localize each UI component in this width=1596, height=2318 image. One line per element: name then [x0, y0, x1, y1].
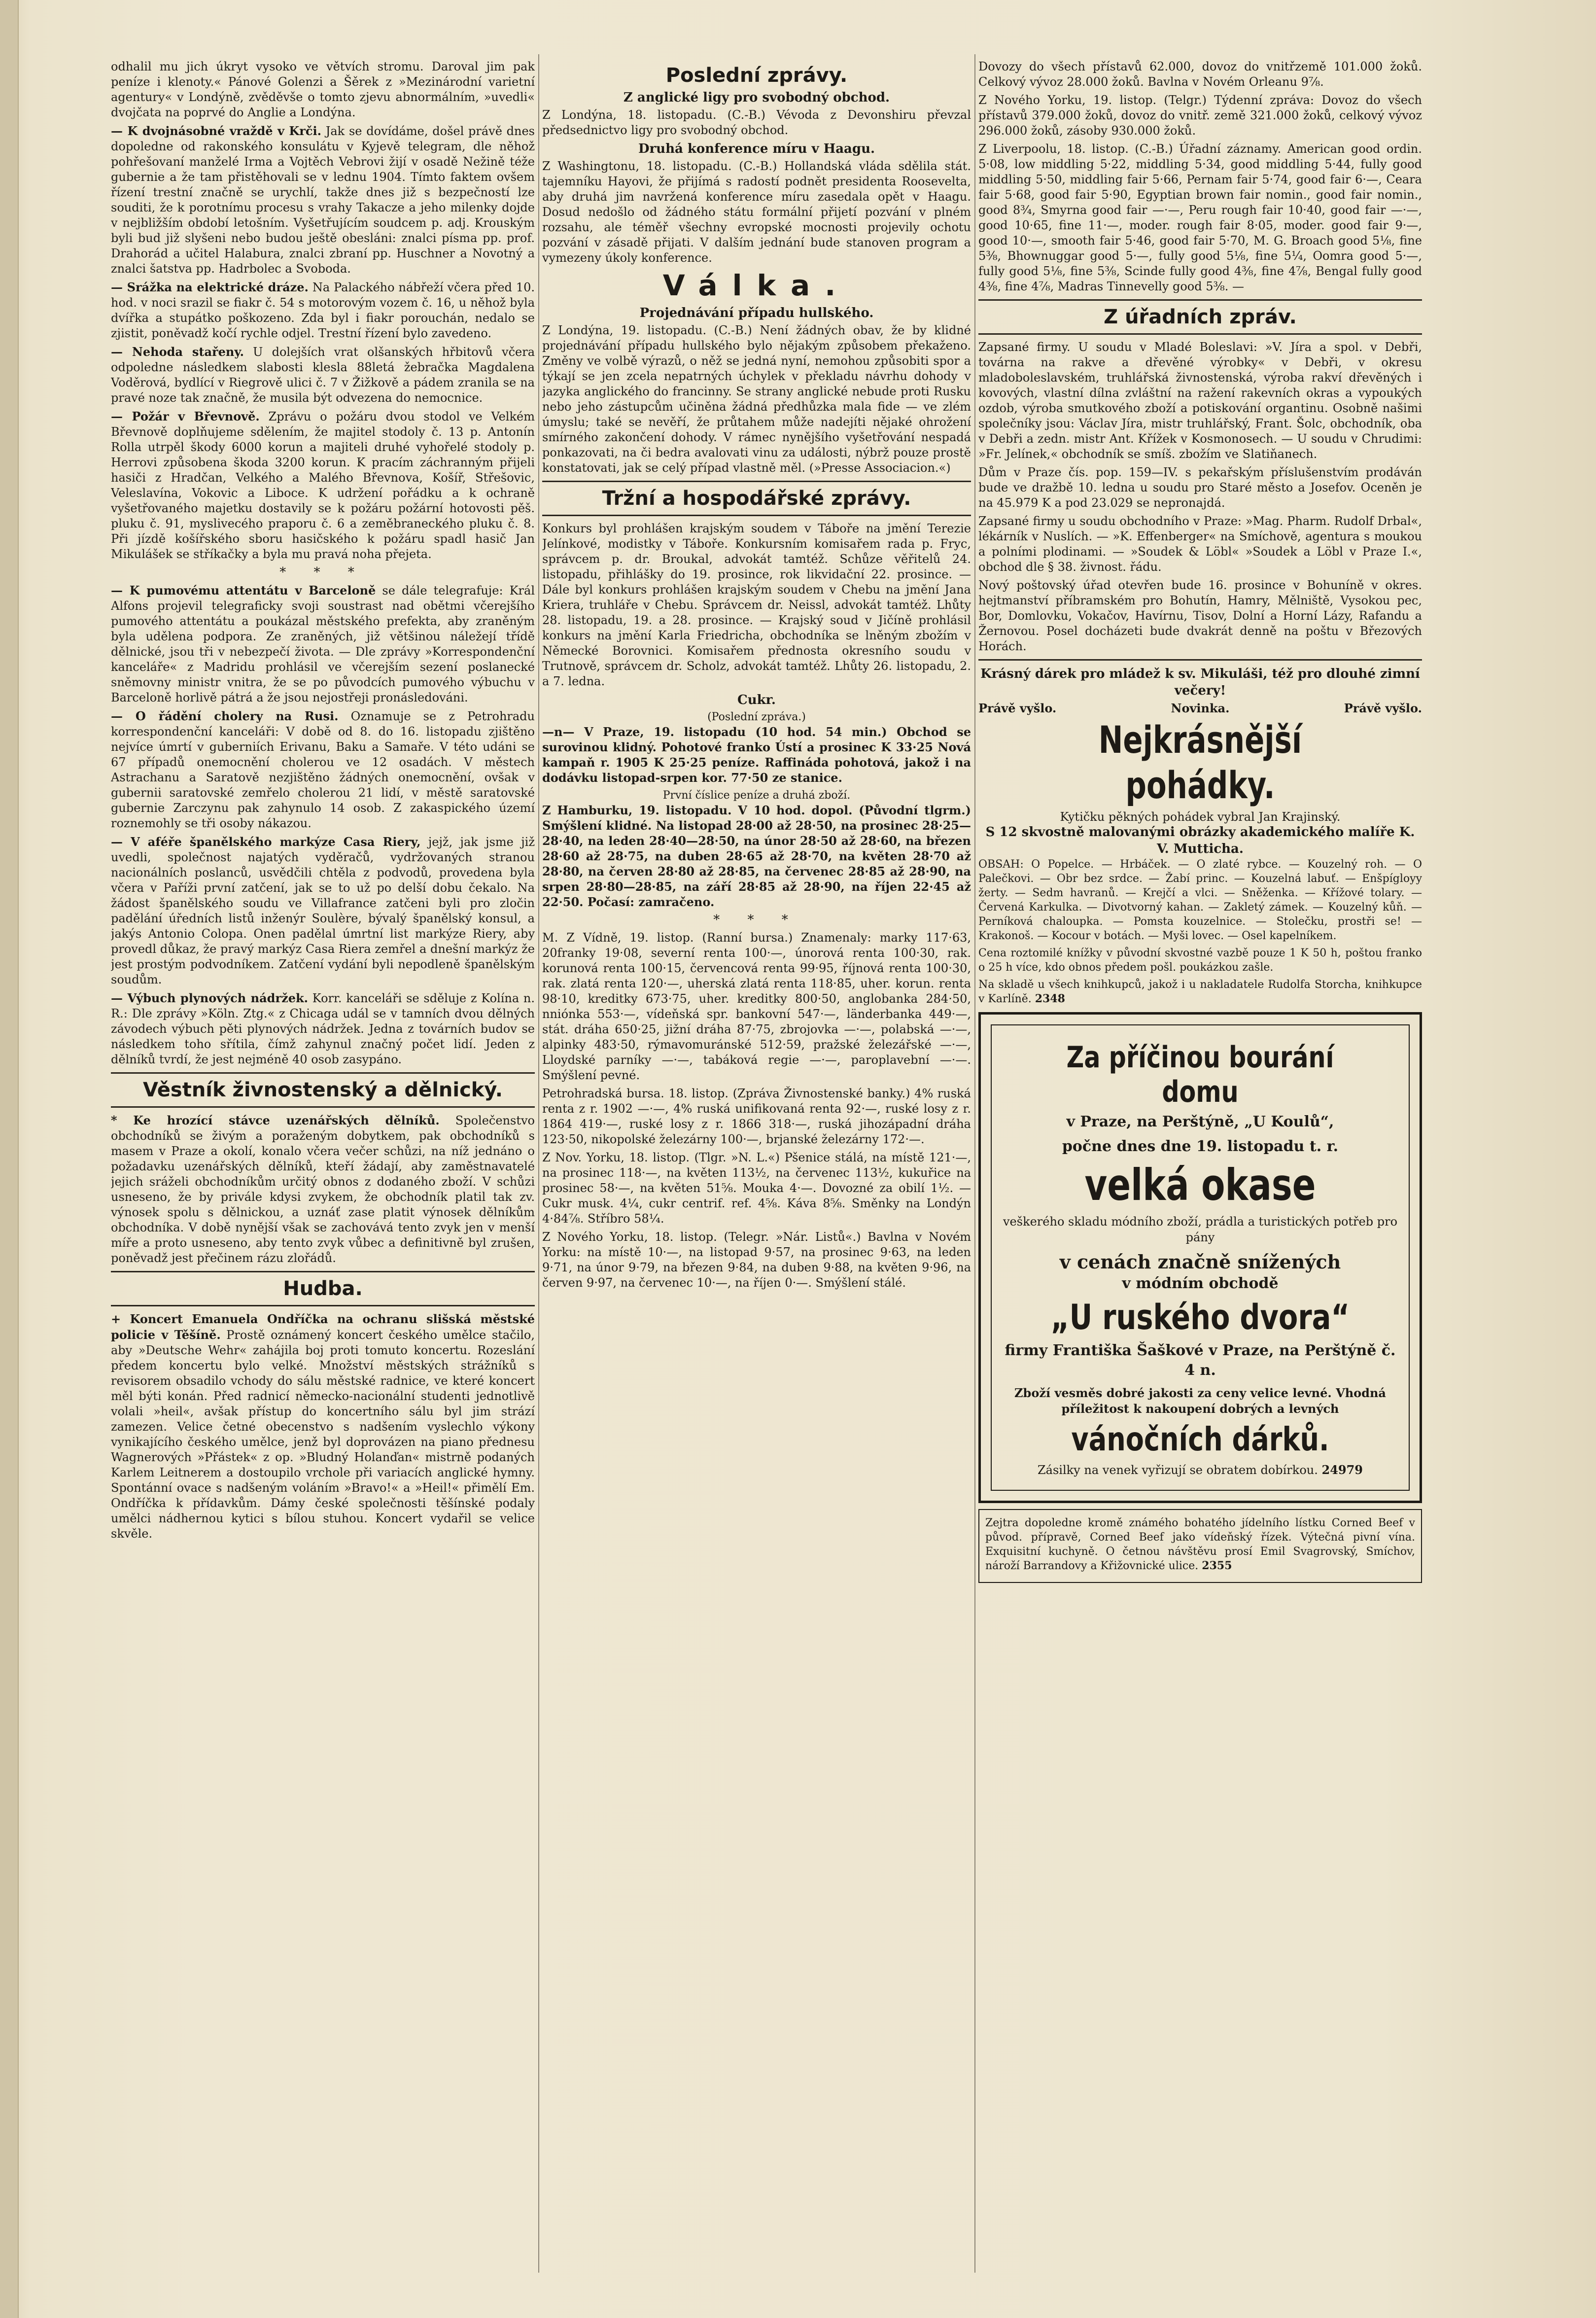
section-divider: [978, 333, 1422, 335]
headline-hull: Projednávání případu hullského.: [639, 306, 874, 320]
ad-okase-line8: Zásilky na venek vyřizují se obratem dobírkou. 24979: [1037, 1463, 1363, 1477]
ad-okase-line7: Zboží vesměs dobré jakosti za ceny velice levné. Vhodná příležitost k nakoupení dobrých a levných: [1014, 1386, 1386, 1416]
column-left: [111, 59, 535, 2268]
ad-pohadky-banner: Krásný dárek pro mládež k sv. Mikuláši, též pro dlouhé zimní večery!: [980, 667, 1420, 698]
ad-pohadky-left: Právě vyšlo.: [978, 701, 1057, 715]
section-title-trzni: Tržní a hospodářské zprávy.: [602, 487, 911, 510]
ad-pohadky-row: [978, 701, 1422, 715]
article-viden-bursa: M. Z Vídně, 19. listop. (Ranní bursa.) Znamenaly: marky 117·63, 20franky 19·08, severní renta 100·—, únorová renta 100·30, rak. korunová renta 100·15, červencová renta 99·95, říjnová renta 100·30, rak. zlatá renta 120·—, uherská zlatá renta 118·85, uher. korun. renta 98·10, kreditky 673·75, uher. kreditky 800·50, anglobanka 284·50, nniónka 553·—, vídeňská spr. bankovní 547·—, länderbanka 449·—, stát. dráha 650·25, jižní dráha 87·75, zbrojovka —·—, polabská —·—, alpinky 483·50, rýmavomuránské 512·59, pražské železářské —·—, Lloydské parníky —·—, tabáková regie —·—, paroplavební —·—. Smýšlení pevné.: [542, 931, 971, 1082]
column-middle: [542, 59, 971, 2268]
headline-konference: Druhá konference míru v Haagu.: [638, 141, 875, 156]
article-newyork-1: Z Nov. Yorku, 18. listop. (Tlgr. »N. L.«) Pšenice stálá, na místě 121·—, na prosinec 118·—, na květen 113½, na červenec 113½, kukuřice na prosinec 58·—, na květen 51⅝. Mouka 4·—. Dovozné za obilí 1½. — Cukr musk. 4¼, cukr centrif. ref. 4⅝. Káva 8⅝. Směnky na Londýn 4·84⅞. Stříbro 58¼.: [542, 1151, 971, 1226]
headline-cukr: Cukr.: [737, 693, 776, 707]
article-firmy-boleslav: Zapsané firmy. U soudu v Mladé Boleslavi: »V. Jíra a spol. v Debři, továrna na rakve a dřevěné výrobky« v Debři, v okresu mladoboleslavském, truhlářská živnostenská, výroba rakví dřevěných i kovových, vlastní dílna zvláštní na ražení rakevních okras a vypoukých ozdob, výroba smutkového zboží a potiskování organtinu. Osobně našimi společníky jsou: Václav Jíra, mistr truhlářský, Frant. Šolc, obchodník, oba v Debři a zedn. mistr Ant. Křížek v Kosmonosech. — U soudu v Chrudimi: »Fr. Jelínek,« obchodník se smíš. zbožím ve Slatiňanech.: [978, 340, 1422, 461]
article-cholera: — O řádění cholery na Rusi. Oznamuje se z Petrohradu korrespondenční kanceláři: V době od 8. do 16. listopadu zjištěno nejvíce úmrtí v guberniích Erivanu, Baku a Samaře. V této udáni se 67 případů onemocnění cholerou ve 12 osadách. V městech Astrachanu a Saratově nezjištěno žádných onemocnění, ovšak v gubernii saratovské zemřelo cholerou 21 lidí, v městě saratovské gubernie Zarczynu pak zahynulo 14 osob. Z zakaspického území roznemohly se tři osoby nákazou.: [111, 709, 535, 830]
article-krc: — K dvojnásobné vraždě v Krči. Jak se dovídáme, došel právě dnes dopoledne od rakonského konsulátu v Kyjevě telegram, dle něhož pohřešovaní manželé Irma a Vojtěch Vebrovi žijí v osadě Nežině téže gubernie a že tam přistěhovali se v lednu 1904. Tímto faktem ovšem řízení trestní značně se urychlí, takže dnes již s bezpečností lze souditi, že k porotnímu procesu s vrahy Takacze a jeho milenky dojde v nejbližším období letošním. Vyšetřujícím soudcem p. adj. Krouským byli bud již slyšeni nebo budou ještě obesláni: znalci písma pp. prof. Drahorád a učitel Halabura, znalci zbraní pp. Huschner a Novotný a znalci šatstva pp. Hadrbolec a Svoboda.: [111, 124, 535, 276]
ad-okase-store-name: „U ruského dvora“: [1050, 1297, 1350, 1337]
article-konference: Z Washingtonu, 18. listopadu. (C.-B.) Hollandská vláda sdělila stát. tajemníku Hayovi, že přijímá s radostí podnět presidenta Roosevelta, aby druhá jim navržená konference míru zasedala opět v Haagu. Dosud nedošlo od žádného státu formální přijetí pozvání v plném rozsahu, ale téměř všechny evropské mocnosti projevily ochotu pozvání v zásadě přijati. V dalším jednání bude stanoven program a vymezeny úkoly konference.: [542, 159, 971, 265]
ad-corned-beef-text: Zejtra dopoledne kromě známého bohatého jídelního lístku Corned Beef v původ. přípravě, Corned Beef jako vídeňský řízek. Výtečná pivní vína. Exquisitní kuchyně. O četnou návštěvu prosí Emil Svagrovský, Smíchov, nároží Barrandovy a Křižovnické ulice. 2355: [985, 1517, 1415, 1572]
article-drazba: Dům v Praze čís. pop. 159—IV. s pekařským příslušenstvím prodáván bude ve dražbě 10. ledna u soudu pro Staré město a Josefov. Oceněn je na 45.979 K a pod 23.029 se nepronajdá.: [978, 465, 1422, 510]
article-liverpool: Z Liverpoolu, 18. listop. (C.-B.) Úřadní záznamy. American good ordin. 5·08, low middling 5·22, middling 5·34, good middling 5·44, fully good middling 5·50, middling fair 5·66, Pernam fair 5·74, good fair 6·—, Ceara fair 5·68, good fair 5·90, Egyptian brown fair nomin., good fair nomin., good 8¾, Smyrna good fair —·—, Peru rough fair 10·40, good fair —·—, good 10·65, fine 11·—, moder. rough fair 8·05, moder. good fair 9·—, good 10·—, smooth fair 5·46, good fair 5·70, M. G. Broach good 5⅛, fine 5⅜, Bhownuggar good 5·—, fully good 5⅛, fine 5¼, Oomra good 5·—, fully good 5⅛, fine 5⅜, Scinde fully good 4⅜, fine 4⅞, Bengal fully good 4⅜, fine 4⅞, Madras Tinnevelly good 5⅜. —: [978, 142, 1422, 293]
ad-okase-line1: v Praze, na Perštýně, „U Koulů“,: [1066, 1113, 1334, 1130]
ad-pohadky-price: Cena roztomilé knížky v původní skvostné vazbě pouze 1 K 50 h, poštou franko o 25 h více, kdo obnos předem pošl. poukázkou zašle.: [978, 947, 1422, 974]
note-cislice: První číslice peníze a druhá zboží.: [662, 789, 851, 802]
section-divider: [978, 659, 1422, 661]
ad-pohadky-title: Nejkrásnější pohádky.: [1098, 718, 1302, 807]
column-rule: [974, 54, 975, 2273]
ad-okase-line6: firmy Františka Šaškové v Praze, na Perštýně č. 4 n.: [1005, 1342, 1396, 1379]
ad-okase-inner: [991, 1024, 1410, 1491]
ad-pohadky-body: OBSAH: O Popelce. — Hrbáček. — O zlaté rybce. — Kouzelný roh. — O Palečkovi. — Obr bez srdce. — Žabí princ. — Kouzelná labuť. — Enšpígloyy žerty. — Sedm havranů. — Krejčí a vlci. — Sněženka. — Křížové tolary. — Červená Karkulka. — Divotvorný kahan. — Zakletý zámek. — Kouzelný kůň. — Perníková chaloupka. — Pomsta kouzelnice. — Stolečku, prostři se! — Krakonoš. — Kocour v botách. — Myši lovec. — Osel kapelníkem.: [978, 858, 1422, 942]
section-title-uradni: Z úřadních zpráv.: [1104, 306, 1297, 328]
ad-okase: [978, 1012, 1422, 1503]
ad-okase-big: velká okase: [1084, 1159, 1316, 1210]
ad-okase-gifts: vánočních dárků.: [1071, 1420, 1329, 1458]
section-divider: [111, 1305, 535, 1306]
article-postovni-urad: Nový poštovský úřad otevřen bude 16. prosince v Bohuníně v okres. hejtmanství příbramském pro Bohutín, Hamry, Mělniště, Vysokou pec, Bor, Domlovku, Vokačov, Havírnu, Tisov, Dolní a Horní Lázy, Rafandu a Žernovou. Posel docházeti bude dvakrát denně na poštu v Březových Horách.: [978, 578, 1422, 653]
ad-pohadky-mid: Novinka.: [1171, 701, 1230, 715]
section-divider: [111, 1072, 535, 1074]
binding-edge: [0, 0, 19, 2318]
article-vybuch: — Výbuch plynových nádržek. Korr. kanceláři se sděluje z Kolína n. R.: Dle zprávy »Köln. Ztg.« z Chicaga udál se v tamních dvou dělných závodech výbuch pěti plynových nádržek. Jedna z továrních budov se následkem toho sřítila, čímž zahynul značný počet lidí. Jeden z dělníků tvrdí, že jest nejméně 40 osob zasypáno.: [111, 991, 535, 1066]
section-divider: [111, 1106, 535, 1108]
section-title-posledni: Poslední zprávy.: [665, 64, 848, 87]
section-divider: [542, 515, 971, 516]
ad-pohadky-sub: Kytičku pěkných pohádek vybral Jan Krajinský.: [1060, 810, 1341, 824]
section-stars: * * *: [279, 565, 366, 580]
article-liga: Z Londýna, 18. listopadu. (C.-B.) Vévoda z Devonshiru převzal předsednictvo ligy pro svobodný obchod.: [542, 108, 971, 137]
section-divider: [978, 299, 1422, 301]
article-hamburk: Z Hamburku, 19. listopadu. V 10 hod. dopol. (Původní tlgrm.) Smýšlení klidné. Na listopad 28·00 až 28·50, na prosinec 28·25—28·40, na leden 28·40—28·50, na únor 28·50 až 28·60, na březen 28·60 až 28·75, na duben 28·65 až 28·70, na květen 28·70 až 28·80, na červen 28·80 až 28·85, na červenec 28·85 až 28·90, na srpen 28·80—28·85, na září 28·85 až 28·90, na říjen 22·45 až 22·50. Počasí: zamračeno.: [542, 803, 971, 909]
ad-pohadky-publisher: Na skladě u všech knihkupců, jakož i u nakladatele Rudolfa Storcha, knihkupce v Karlíně. 2348: [978, 979, 1422, 1005]
ad-okase-line5: v módním obchodě: [1122, 1275, 1279, 1292]
article-newyork-2: Z Nového Yorku, 18. listop. (Telegr. »Nár. Listů«.) Bavlna v Novém Yorku: na místě 10·—, na listopad 9·57, na prosinec 9·63, na leden 9·71, na únor 9·79, na březen 9·84, na duben 9·88, na květen 9·96, na červen 9·97, na červenec 10·—, na říjen 0·—. Smýšlení stálé.: [542, 1230, 971, 1290]
ad-okase-line4: v cenách značně snížených: [1059, 1251, 1341, 1273]
section-title-vestnik: Věstník živnostenský a dělnický.: [143, 1079, 503, 1101]
section-divider: [542, 481, 971, 482]
headline-liga: Z anglické ligy pro svobodný obchod.: [623, 90, 890, 105]
article-hull: Z Londýna, 19. listopadu. (C.-B.) Není žádných obav, že by klidné projednávání případu hullského bylo nějakým způsobem překaženo. Změny ve volbě výrazů, o něž se jedná nyní, nemohou způsobiti spor a týkají se jen zcela nepatrných úchylek v překladu návrhu dohody v jazyka anglického do francinny. Se strany anglické nebude proti Rusku nebo jeho zástupcům učiněna žádná předhůzka mala fide — ve zlém úmyslu; také se nevěří, že průtahem může nadejíti nějaké ohrožení smírného zakončení dohody. V rámec nynějšího vyšetřování nespadá ponkazovati, na či bedra avalovati vinu za události, nýbrž pouze prostě konstatovati, jak se celý případ vlastně měl. (»Presse Associacion.«): [542, 323, 971, 475]
ad-okase-title: Za příčinou bourání domu: [1066, 1040, 1334, 1109]
column-right: [978, 59, 1422, 2268]
article-konkurs: Konkurs byl prohlášen krajským soudem v Táboře na jmění Terezie Jelínkové, modistky v Táboře. Konkursním komisařem rada p. Fryc, správcem p. dr. Broukal, advokát tamtéž. Schůze věřitelů 24. listopadu, přihlášky do 19. prosince, rok likvidační 22. prosince. — Dále byl konkurs prohlášen krajským soudem v Chebu na jmění Jana Kriera, truhláře v Chebu. Správcem dr. Neissl, advokát tamtéž. Lhůty 28. listopadu, 19. a 28. prosince. — Krajský soud v Jičíně prohlásil konkurs na jmění Karla Friedricha, obchodníka se lněným zbožím v Německé Borovnici. Komisařem přednosta okresního soudu v Trutnově, správcem dr. Scholz, advokát tamtéž. Lhůty 26. listopadu, 2. a 7. ledna.: [542, 522, 971, 688]
article-pozar: — Požár v Břevnově. Zprávu o požáru dvou stodol ve Velkém Břevnově doplňujeme sdělením, že majitel stodoly č. 13 p. Antonín Rolla utrpěl škody 6000 korun a majiteli druhé vyhořelé stodoly p. Herrovi způsobena škoda 3200 korun. K pracím záchranným přijeli hasiči z Hradčan, Velkého a Malého Břevnova, Košíř, Střešovic, Veleslavína, Vokovic a Liboce. K udržení pořádku a k ochraně vyšetřovaného majetku dostavily se k požáru požární hotovosti pěš. pluku č. 91, myslivecého praporu č. 6 a zeměbraneckého pluku č. 8. Při jízdě košířského sboru hasičského k požáru spadl hasič Jan Mikulášek se stříkačky a byla mu pravá noha přejeta.: [111, 409, 535, 561]
ad-okase-line2: počne dnes dne 19. listopadu t. r.: [1062, 1138, 1339, 1155]
ad-pohadky-right: Právě vyšlo.: [1344, 701, 1422, 715]
subheadline-cukr: (Poslední zpráva.): [707, 711, 806, 723]
section-title-hudba: Hudba.: [283, 1277, 363, 1300]
article-koncert: + Koncert Emanuela Ondříčka na ochranu slišská městské policie v Těšíně. Prostě oznámený koncert českého umělce stačilo, aby »Deutsche Wehr« zahájila boj proti tomuto koncertu. Rozeslání předem koncertu bylo velké. Množství městských strážníků s revisorem obsadilo vchody do sálu městské radnice, ve které koncert měl býti konán. Před radnicí německo-nacionální studenti jednotlivě volali »heil«, avšak přístup do koncertního sálu byl jim strází zamezen. Velice četné obecenstvo s nadšením vyslechlo výkony vynikajícího českého umělce, jenž byl doprovázen na piano přednesu Wagnerových »Přástek« z op. »Bludný Holanďan« mistrně podaných Karlem Leitnerem a dostoupilo vrchole při variacích anglické hymny. Spontánní ovace s nadšeným voláním »Bravo!« a »Heil!« přimělí Em. Ondříčka k přídavkům. Dámy české společnosti těšínské podaly umělci nádhernou kytici s bílou stuhou. Koncert vydařil se velice skvěle.: [111, 1312, 535, 1541]
ad-pohadky-sub2: S 12 skvostně malovanými obrázky akademického malíře K. V. Muttichа.: [985, 825, 1415, 856]
article-continuation: odhalil mu jich úkryt vysoko ve větvích stromu. Daroval jim pak peníze i klenoty.« Pánové Golenzi a Šěrek z »Mezinárodní varietní agentury« v Londýně, zvěděvše o tomto zjevu abnormálním, »uvedli« dvojčata na poprvé do Anglie a Londýna.: [111, 60, 535, 119]
article-riera: — V aféře španělského markýze Casa Riery, jejž, jak jsme již uvedli, společnost najatých vyděračů, vydržovaných stranou nacionálních poslanců, usvědčili chtěla z podvodů, provedena byla včera v Paříži první zatčení, jak se to už po delší dobu čekalo. Na žádost španělského soudu ve Villafrance zatčeni byli pro zločin padělání úředních listů inženýr Soulère, bývalý španělský konsul, a jakýs Antonio Colopa. Onen padělal úmrtní list markýze Riery, aby provedl důkaz, že pravý markýz Casa Riera zemřel a dnešní markýz že jest prostým podvodníkem. Zatčení vydání byli nepodleně španělským soudům.: [111, 835, 535, 986]
article-barcelona: — K pumovému attentátu v Barceloně se dále telegrafuje: Král Alfons projevil telegraficky svoji soustrast nad obětmi včerejšího pumového attentátu a poukázal městského prefekta, aby zraněným byla udělena podpora. Ze zraněných, již většinou náležejí třídě dělnické, jsou tři v nebezpečí života. — Dle zprávy »Korrespondenční kanceláře« z Madridu prohlásil ve včerejším sezení poslanecké sněmovny ministr vnitra, že se po původcích pumového výbuchu v Barceloně horlivě pátrá a že jsou nejostřeji pronásledováni.: [111, 583, 535, 704]
article-dovozy: Dovozy do všech přístavů 62.000, dovoz do vnitřzemě 101.000 žoků. Celkový vývoz 28.000 žoků. Bavlna v Novém Orleanu 9⅞.: [978, 60, 1422, 89]
article-stavka: * Ke hrozící stávce uzenářských dělníků. Společenstvo obchodníků se živým a poraženým dobytkem, pak obchodníků s masem v Praze a okolí, konalo včera večer schůzi, na níž jednáno o požadavku uzenářských dělníků, kteří žádají, aby zaměstnavatelé jejich sráželi obchodníkům určitý obnos z dodaného zboží. V schůzi usneseno, že by privále kdysi zvykem, že obchodník platil tak zv. výnosek spolu s dělnickou, a uznáť zase platit výnosek dělníkům obchodníka. V době nynější však se zachovává tento zvyk jen v menší míře a proto usneseno, aby tento zvyk vůbec a definitivně byl zrušen, poněvadž jest přečinem rázu zlořádů.: [111, 1113, 535, 1265]
article-petrohrad: Petrohradská bursa. 18. listop. (Zpráva Živnostenské banky.) 4% ruská renta z r. 1902 —·—, 4% ruská unifikovaná renta 92·—, ruské losy z r. 1864 419·—, ruské losy z r. 1866 318·—, ruská jihozápadní dráha 123·50, nikopolské železárny 100·—, brjanské železárny 172·—.: [542, 1087, 971, 1146]
section-title-valka: Válka.: [662, 269, 851, 302]
ad-okase-line3: veškerého skladu módního zboží, prádla a turistických potřeb pro pány: [1003, 1215, 1398, 1244]
article-srazka: — Srážka na elektrické dráze. Na Palackého nábřeží včera před 10. hod. v noci srazil se fiakr č. 54 s motorovým vozem č. 16, u něhož byla dvířka a stupátko poškozeno. Zda byl i fiakr porouchán, nedalo se zjistit, poněvadž kočí rychle odjel. Trestní řízení bylo zavedeno.: [111, 280, 535, 340]
ad-pohadky: [978, 666, 1422, 1006]
article-cukr-praha: —n— V Praze, 19. listopadu (10 hod. 54 min.) Obchod se surovinou klidný. Pohotové franko Ústí a prosinec K 33·25 Nová kampaň r. 1905 K 25·25 peníze. Raffináda pohotová, jakož i na dodávku listopad-srpen kor. 77·50 ze stanice.: [542, 725, 971, 785]
ad-corned-beef: [978, 1509, 1422, 1583]
section-stars: * * *: [713, 913, 800, 927]
article-newyork-tydenni: Z Nového Yorku, 19. listop. (Telgr.) Týdenní zpráva: Dovoz do všech přístavů 379.000 žoků, dovoz do vnitř. země 321.000 žoků, celkový vývoz 296.000 žoků, zásoby 930.000 žoků.: [978, 93, 1422, 138]
section-divider: [111, 1271, 535, 1272]
article-firmy-praha: Zapsané firmy u soudu obchodního v Praze: »Mag. Pharm. Rudolf Drbal«, lékárník v Nuslích. — »K. Effenberger« na Smíchově, agentura s moukou a polními plodinami. — »Soudek & Löbl« »Soudek a Löbl v Praze I.«, obchod dle § 38. živnost. řádu.: [978, 514, 1422, 574]
article-nehoda: — Nehoda stařeny. U dolejších vrat olšanských hřbitovů včera odpoledne následkem slabosti klesla 88letá žebračka Magdalena Voděrová, bydlící v Riegrově ulici č. 7 v Žižkově a pádem zranila se na pravé noze tak značně, že musila být odvezena do nemocnice.: [111, 345, 535, 405]
column-rule: [538, 54, 539, 2273]
